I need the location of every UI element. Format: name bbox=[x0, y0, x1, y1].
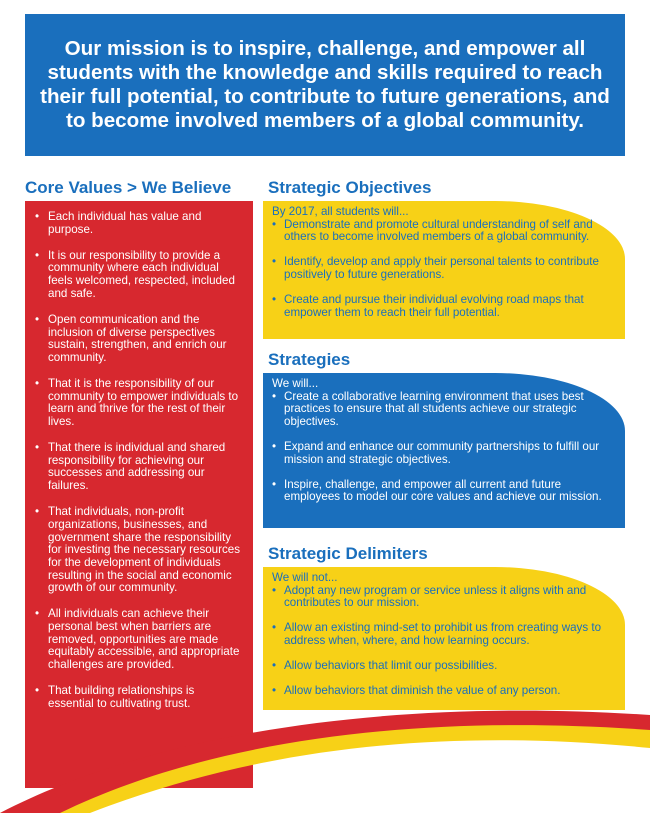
core-value-item: • That building relationships is essential to cultivating trust. bbox=[33, 685, 241, 710]
delimiters-intro: We will not... bbox=[272, 571, 338, 584]
core-values-list bbox=[33, 211, 241, 711]
mission-banner bbox=[25, 14, 625, 156]
delimiter-item: • Allow behaviors that diminish the value of any person. bbox=[272, 685, 611, 698]
objectives-intro: By 2017, all students will... bbox=[272, 205, 409, 218]
core-value-item: • That there is individual and shared responsibility for achieving our successes and addressing our failures. bbox=[33, 442, 241, 493]
objectives-panel bbox=[263, 201, 625, 339]
core-value-item: • That it is the responsibility of our community to empower individuals to learn and thrive for the rest of their lives. bbox=[33, 378, 241, 429]
core-value-item: • Open communication and the inclusion of diverse perspectives sustain, strengthen, and enrich our community. bbox=[33, 314, 241, 365]
core-value-item: • Each individual has value and purpose. bbox=[33, 211, 241, 236]
strategies-list bbox=[272, 391, 611, 504]
objective-item: • Create and pursue their individual evolving road maps that empower them to reach their full potential. bbox=[272, 294, 611, 319]
core-values-heading: Core Values > We Believe bbox=[25, 178, 232, 197]
mission-statement: Our mission is to inspire, challenge, and empower all students with the knowledge and skills required to reach their full potential, to contribute to future generations, and to become involved members of a global community. bbox=[40, 37, 610, 132]
delimiters-panel bbox=[263, 567, 625, 710]
strategies-panel bbox=[263, 373, 625, 528]
core-value-item: • That individuals, non-profit organizations, businesses, and government share the responsibility for investing the necessary resources for the development of individuals resulting in the social and economic growth of our community. bbox=[33, 506, 241, 595]
strategy-item: • Inspire, challenge, and empower all current and future employees to model our core values and achieve our mission. bbox=[272, 479, 611, 504]
delimiters-list bbox=[272, 585, 611, 698]
strategies-heading: Strategies bbox=[268, 350, 351, 369]
delimiters-heading: Strategic Delimiters bbox=[268, 544, 428, 563]
objective-item: • Demonstrate and promote cultural understanding of self and others to become involved members of a global community. bbox=[272, 219, 611, 244]
delimiter-item: • Allow an existing mind-set to prohibit us from creating ways to address when, where, and how learning occurs. bbox=[272, 622, 611, 647]
delimiter-item: • Allow behaviors that limit our possibilities. bbox=[272, 660, 611, 673]
objective-item: • Identify, develop and apply their personal talents to contribute positively to future generations. bbox=[272, 256, 611, 281]
core-value-item: • It is our responsibility to provide a community where each individual feels welcomed, respected, included and safe. bbox=[33, 250, 241, 301]
decorative-swoosh bbox=[0, 700, 650, 813]
core-value-item: • All individuals can achieve their personal best when barriers are removed, opportunities are made equitably accessible, and appropriate challenges are provided. bbox=[33, 608, 241, 672]
objectives-list bbox=[272, 219, 611, 320]
strategies-intro: We will... bbox=[272, 377, 319, 390]
objectives-heading: Strategic Objectives bbox=[268, 178, 432, 197]
strategy-item: • Create a collaborative learning environment that uses best practices to ensure that all students achieve our strategic objectives. bbox=[272, 391, 611, 429]
strategy-item: • Expand and enhance our community partnerships to fulfill our mission and strategic objectives. bbox=[272, 441, 611, 466]
delimiter-item: • Adopt any new program or service unless it aligns with and contributes to our mission. bbox=[272, 585, 611, 610]
